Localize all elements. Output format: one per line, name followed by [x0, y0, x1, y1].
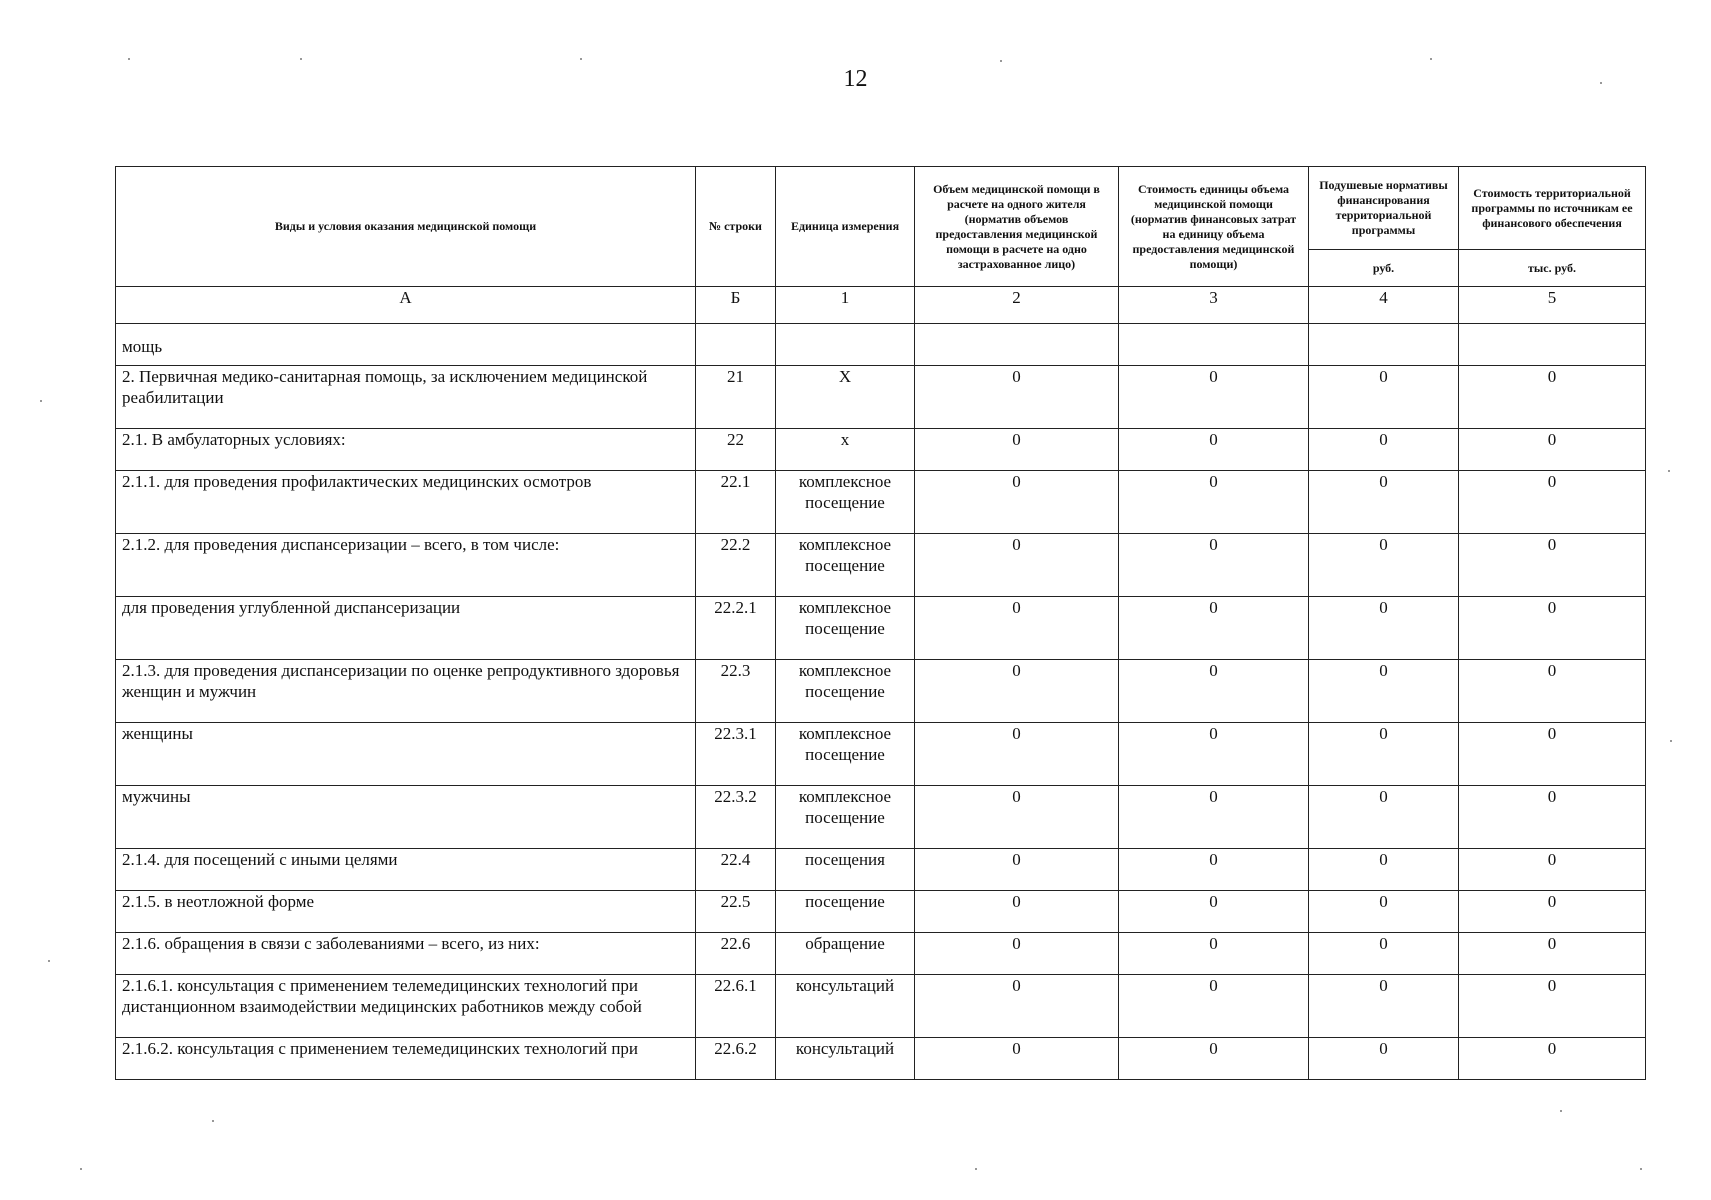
- table-row: [116, 891, 1646, 933]
- row-program-cost-cell: [1459, 324, 1646, 366]
- table-row: [116, 660, 1646, 723]
- row-unit-cost-cell: 0: [1119, 849, 1309, 891]
- row-unit-cell: консультаций: [776, 975, 915, 1038]
- row-number-cell: 22.6.1: [696, 975, 776, 1038]
- row-program-cost-cell: 0: [1459, 534, 1646, 597]
- row-number-cell: 22.3: [696, 660, 776, 723]
- scan-speck: [1430, 58, 1432, 60]
- row-volume-cell: 0: [915, 933, 1119, 975]
- row-unit-cell: комплексное посещение: [776, 597, 915, 660]
- row-per-capita-cell: 0: [1309, 471, 1459, 534]
- table-row: [116, 975, 1646, 1038]
- row-unit-cell: обращение: [776, 933, 915, 975]
- row-name-cell: 2.1.6.2. консультация с применением телемедицинских технологий при: [116, 1038, 696, 1080]
- row-name-cell: 2.1.2. для проведения диспансеризации – всего, в том числе:: [116, 534, 696, 597]
- row-unit-cell: комплексное посещение: [776, 534, 915, 597]
- row-per-capita-cell: [1309, 324, 1459, 366]
- row-unit-cell: комплексное посещение: [776, 786, 915, 849]
- row-per-capita-cell: 0: [1309, 786, 1459, 849]
- scan-speck: [1000, 60, 1002, 62]
- row-program-cost-cell: 0: [1459, 891, 1646, 933]
- row-number-cell: 22.4: [696, 849, 776, 891]
- row-unit-cell: посещения: [776, 849, 915, 891]
- header-unit-cost: Стоимость единицы объема медицинской помощи (норматив финансовых затрат на единицу объема предоставления медицинской помощи): [1119, 167, 1309, 287]
- row-volume-cell: 0: [915, 723, 1119, 786]
- medical-care-table: [115, 166, 1646, 1080]
- scan-speck: [40, 400, 42, 402]
- row-unit-cell: х: [776, 429, 915, 471]
- index-cell: 5: [1459, 287, 1646, 324]
- scan-speck: [212, 1120, 214, 1122]
- index-cell: Б: [696, 287, 776, 324]
- header-volume: Объем медицинской помощи в расчете на одного жителя (норматив объемов предоставления медицинской помощи в расчете на одно застрахованное лицо): [915, 167, 1119, 287]
- row-per-capita-cell: 0: [1309, 975, 1459, 1038]
- row-name-cell: 2.1.4. для посещений с иными целями: [116, 849, 696, 891]
- scan-speck: [1668, 470, 1670, 472]
- table-row: [116, 429, 1646, 471]
- row-program-cost-cell: 0: [1459, 429, 1646, 471]
- scan-speck: [80, 1168, 82, 1170]
- row-number-cell: 22: [696, 429, 776, 471]
- index-cell: 1: [776, 287, 915, 324]
- column-index-row: [116, 287, 1646, 324]
- row-unit-cell: комплексное посещение: [776, 471, 915, 534]
- scan-speck: [300, 58, 302, 60]
- row-name-cell: мужчины: [116, 786, 696, 849]
- row-number-cell: 22.6: [696, 933, 776, 975]
- header-unit-rub: руб.: [1309, 250, 1459, 287]
- header-unit: Единица измерения: [776, 167, 915, 287]
- row-unit-cost-cell: 0: [1119, 471, 1309, 534]
- row-name-cell: 2.1.3. для проведения диспансеризации по оценке репродуктивного здоровья женщин и мужчин: [116, 660, 696, 723]
- row-program-cost-cell: 0: [1459, 1038, 1646, 1080]
- scan-speck: [1670, 740, 1672, 742]
- table-row: [116, 597, 1646, 660]
- table-row: [116, 723, 1646, 786]
- row-name-cell: мощь: [116, 324, 696, 366]
- row-per-capita-cell: 0: [1309, 933, 1459, 975]
- row-per-capita-cell: 0: [1309, 597, 1459, 660]
- row-number-cell: 22.5: [696, 891, 776, 933]
- row-volume-cell: 0: [915, 597, 1119, 660]
- row-name-cell: 2.1. В амбулаторных условиях:: [116, 429, 696, 471]
- row-name-cell: 2. Первичная медико-санитарная помощь, за исключением медицинской реабилитации: [116, 366, 696, 429]
- row-volume-cell: 0: [915, 660, 1119, 723]
- scan-speck: [975, 1168, 977, 1170]
- row-volume-cell: 0: [915, 534, 1119, 597]
- scan-speck: [1640, 1168, 1642, 1170]
- table-row: [116, 471, 1646, 534]
- row-per-capita-cell: 0: [1309, 429, 1459, 471]
- row-name-cell: 2.1.5. в неотложной форме: [116, 891, 696, 933]
- header-unit-thousand-rub: тыс. руб.: [1459, 250, 1646, 287]
- scan-speck: [48, 960, 50, 962]
- row-name-cell: женщины: [116, 723, 696, 786]
- row-number-cell: 22.2: [696, 534, 776, 597]
- scan-speck: [128, 58, 130, 60]
- row-volume-cell: 0: [915, 786, 1119, 849]
- row-program-cost-cell: 0: [1459, 786, 1646, 849]
- row-name-cell: для проведения углубленной диспансеризации: [116, 597, 696, 660]
- row-program-cost-cell: 0: [1459, 975, 1646, 1038]
- index-cell: А: [116, 287, 696, 324]
- row-unit-cost-cell: 0: [1119, 933, 1309, 975]
- row-per-capita-cell: 0: [1309, 534, 1459, 597]
- row-volume-cell: 0: [915, 1038, 1119, 1080]
- row-per-capita-cell: 0: [1309, 849, 1459, 891]
- row-volume-cell: 0: [915, 849, 1119, 891]
- row-program-cost-cell: 0: [1459, 933, 1646, 975]
- row-program-cost-cell: 0: [1459, 366, 1646, 429]
- row-number-cell: 21: [696, 366, 776, 429]
- table-row: [116, 534, 1646, 597]
- table-row: [116, 933, 1646, 975]
- table-row: [116, 849, 1646, 891]
- row-unit-cell: посещение: [776, 891, 915, 933]
- header-care-types: Виды и условия оказания медицинской помощи: [116, 167, 696, 287]
- row-program-cost-cell: 0: [1459, 660, 1646, 723]
- row-program-cost-cell: 0: [1459, 723, 1646, 786]
- row-number-cell: 22.1: [696, 471, 776, 534]
- row-volume-cell: [915, 324, 1119, 366]
- scan-speck: [1560, 1110, 1562, 1112]
- row-unit-cost-cell: 0: [1119, 723, 1309, 786]
- row-unit-cost-cell: 0: [1119, 597, 1309, 660]
- row-volume-cell: 0: [915, 471, 1119, 534]
- row-per-capita-cell: 0: [1309, 723, 1459, 786]
- row-unit-cost-cell: 0: [1119, 891, 1309, 933]
- row-unit-cost-cell: 0: [1119, 429, 1309, 471]
- row-per-capita-cell: 0: [1309, 366, 1459, 429]
- row-unit-cell: комплексное посещение: [776, 723, 915, 786]
- scan-speck: [580, 58, 582, 60]
- row-unit-cell: Х: [776, 366, 915, 429]
- row-unit-cost-cell: 0: [1119, 1038, 1309, 1080]
- header-program-cost: Стоимость территориальной программы по источникам ее финансового обеспечения: [1459, 167, 1646, 250]
- row-unit-cost-cell: 0: [1119, 534, 1309, 597]
- row-unit-cost-cell: 0: [1119, 786, 1309, 849]
- row-number-cell: 22.3.1: [696, 723, 776, 786]
- row-number-cell: 22.3.2: [696, 786, 776, 849]
- row-volume-cell: 0: [915, 975, 1119, 1038]
- row-volume-cell: 0: [915, 366, 1119, 429]
- row-program-cost-cell: 0: [1459, 471, 1646, 534]
- index-cell: 4: [1309, 287, 1459, 324]
- page-number: 12: [843, 66, 868, 92]
- row-unit-cost-cell: 0: [1119, 975, 1309, 1038]
- row-number-cell: 22.2.1: [696, 597, 776, 660]
- row-unit-cost-cell: [1119, 324, 1309, 366]
- row-volume-cell: 0: [915, 891, 1119, 933]
- table-row: [116, 786, 1646, 849]
- row-unit-cost-cell: 0: [1119, 660, 1309, 723]
- row-per-capita-cell: 0: [1309, 1038, 1459, 1080]
- header-per-capita: Подушевые нормативы финансирования территориальной программы: [1309, 167, 1459, 250]
- row-number-cell: [696, 324, 776, 366]
- row-unit-cell: комплексное посещение: [776, 660, 915, 723]
- row-per-capita-cell: 0: [1309, 660, 1459, 723]
- row-unit-cell: [776, 324, 915, 366]
- row-program-cost-cell: 0: [1459, 849, 1646, 891]
- index-cell: 2: [915, 287, 1119, 324]
- row-name-cell: 2.1.6.1. консультация с применением телемедицинских технологий при дистанционном взаимодействии медицинских работников между собой: [116, 975, 696, 1038]
- index-cell: 3: [1119, 287, 1309, 324]
- row-unit-cell: консультаций: [776, 1038, 915, 1080]
- table-row: [116, 366, 1646, 429]
- row-name-cell: 2.1.6. обращения в связи с заболеваниями – всего, из них:: [116, 933, 696, 975]
- row-program-cost-cell: 0: [1459, 597, 1646, 660]
- row-unit-cost-cell: 0: [1119, 366, 1309, 429]
- table-row: [116, 1038, 1646, 1080]
- row-per-capita-cell: 0: [1309, 891, 1459, 933]
- scan-speck: [1600, 82, 1602, 84]
- header-row-number: № строки: [696, 167, 776, 287]
- row-name-cell: 2.1.1. для проведения профилактических медицинских осмотров: [116, 471, 696, 534]
- row-volume-cell: 0: [915, 429, 1119, 471]
- row-number-cell: 22.6.2: [696, 1038, 776, 1080]
- table-row: [116, 324, 1646, 366]
